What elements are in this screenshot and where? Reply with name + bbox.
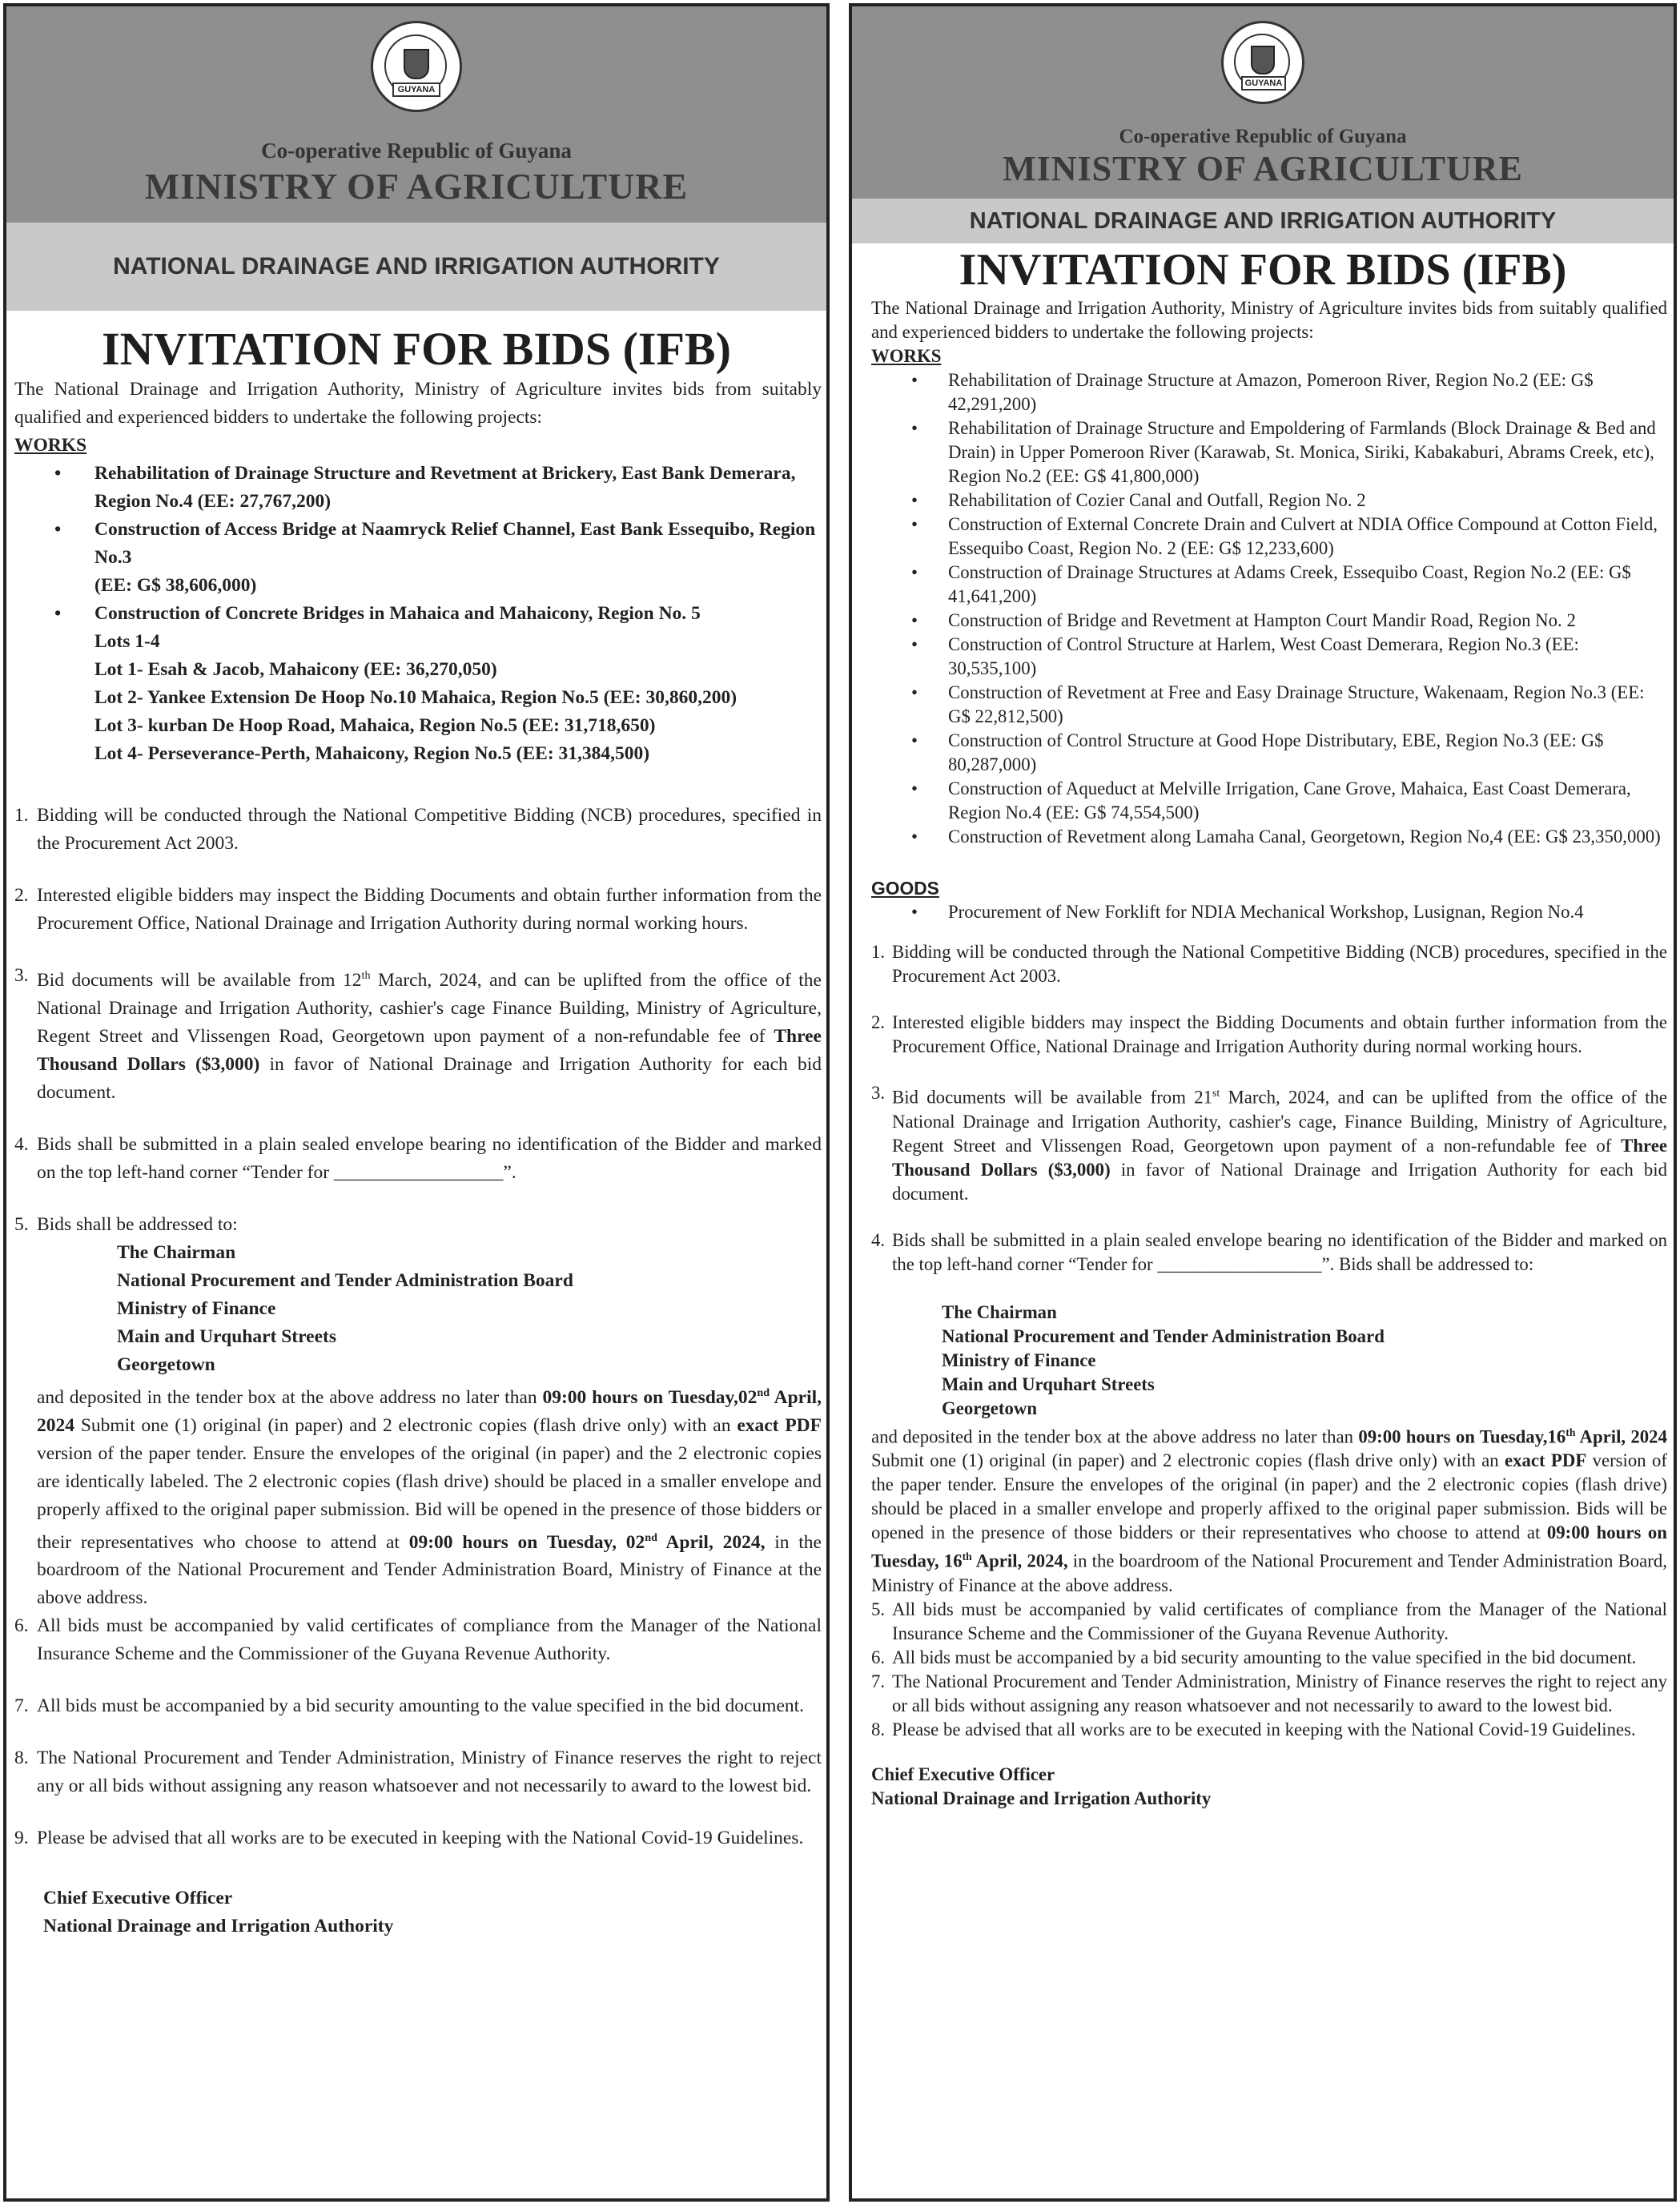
- list-item: • Construction of Concrete Bridges in Mahaica and Mahaicony, Region No. 5 Lots 1-4 Lot 1- Esah & Jacob, Mahaicony (EE: 36,270,050) Lot 2- Yankee Extension De Hoop No.10 Mahaica, Region No.5 (EE: 30,860,200) Lot 3- kurban De Hoop Road, Mahaica, Region No.5 (EE: 31,718,650) Lot 4- Perseverance-Perth, Mahaicony, Region No.5 (EE: 31,384,500): [14, 600, 822, 768]
- left-header-band: [6, 6, 826, 223]
- list-item: • Construction of Bridge and Revetment at Hampton Court Mandir Road, Region No. 2: [871, 609, 1667, 633]
- list-item: • Construction of Revetment at Free and Easy Drainage Structure, Wakenaam, Region No.3 (EE: G$ 22,812,500): [871, 681, 1667, 729]
- list-item: • Construction of Control Structure at Good Hope Distributary, EBE, Region No.3 (EE: G$ 80,287,000): [871, 729, 1667, 777]
- works-list: [14, 460, 822, 768]
- authority-banner: NATIONAL DRAINAGE AND IRRIGATION AUTHORITY: [852, 199, 1674, 243]
- address-block: The Chairman National Procurement and Tender Administration Board Ministry of Finance Main and Urquhart Streets Georgetown: [117, 1241, 573, 1375]
- notice-title: INVITATION FOR BIDS (IFB): [102, 323, 731, 375]
- intro-paragraph: The National Drainage and Irrigation Authority, Ministry of Agriculture invites bids from suitably qualified and experienced bidders to undertake the following projects:: [871, 298, 1667, 342]
- list-item: 4. Bids shall be submitted in a plain sealed envelope bearing no identification of the Bidder and marked on the top left-hand corner “Tender for __________________”.: [14, 1133, 822, 1183]
- list-item: • Rehabilitation of Cozier Canal and Outfall, Region No. 2: [871, 489, 1667, 513]
- ministry-name: MINISTRY OF AGRICULTURE: [1003, 149, 1523, 188]
- list-item: • Construction of Control Structure at Harlem, West Coast Demerara, Region No.3 (EE: 30,535,100): [871, 633, 1667, 681]
- authority-banner: NATIONAL DRAINAGE AND IRRIGATION AUTHORITY: [6, 223, 826, 311]
- list-item: 5. Bids shall be addressed to: The Chairman National Procurement and Tender Administration Board Ministry of Finance Main and Urquhart Streets Georgetown and deposited in the tender box at the above address no later than 09:00 hours on Tuesday,02nd April, 2024 Submit one (1) original (in paper) and 2 electronic copies (flash drive only) with an exact PDF version of the paper tender. Ensure the envelopes of the original (in paper) and the 2 electronic copies are identically labeled. The 2 electronic copies (flash drive) should be placed in a smaller envelope and properly affixed to the original paper submission. Bid will be opened in the presence of those bidders or their representatives who choose to attend at 09:00 hours on Tuesday, 02nd April, 2024, in the boardroom of the National Procurement and Tender Administration Board, Ministry of Finance at the above address.: [14, 1213, 822, 1609]
- lot-item: Lot 4- Perseverance-Perth, Mahaicony, Region No.5 (EE: 31,384,500): [94, 743, 650, 764]
- list-item: 5. All bids must be accompanied by valid certificates of compliance from the Manager of the National Insurance Scheme and the Commissioner of the Guyana Revenue Authority.: [871, 1599, 1667, 1643]
- list-item: 2. Interested eligible bidders may inspect the Bidding Documents and obtain further information from the Procurement Office, National Drainage and Irrigation Authority during normal working hours.: [871, 1012, 1667, 1056]
- list-item: 6. All bids must be accompanied by valid certificates of compliance from the Manager of the National Insurance Scheme and the Commissioner of the Guyana Revenue Authority.: [14, 1615, 822, 1665]
- works-heading: WORKS: [871, 346, 942, 366]
- list-item: • Construction of Revetment along Lamaha Canal, Georgetown, Region No,4 (EE: G$ 23,350,000): [871, 825, 1667, 849]
- republic-name: Co-operative Republic of Guyana: [1119, 126, 1407, 147]
- list-item: • Construction of External Concrete Drain and Culvert at NDIA Office Compound at Cotton Field, Essequibo Coast, Region No. 2 (EE: G$ 12,233,600): [871, 513, 1667, 561]
- signature-block: Chief Executive Officer National Drainage and Irrigation Authority: [871, 1764, 1212, 1808]
- list-item: • Construction of Drainage Structures at Adams Creek, Essequibo Coast, Region No.2 (EE: G$ 41,641,200): [871, 561, 1667, 609]
- seal-ribbon: GUYANA: [1241, 76, 1286, 90]
- left-notice: [3, 3, 830, 2202]
- list-item: 3. Bid documents will be available from 21st March, 2024, and can be uplifted from the office of the National Drainage and Irrigation Authority, cashier's cage, Finance Building, Ministry of Agriculture, Regent Street and Vlissengen Road, Georgetown upon payment of a non-refundable fee of Three Thousand Dollars ($3,000) in favor of National Drainage and Irrigation Authority for each bid document.: [871, 1083, 1667, 1204]
- left-body: [6, 376, 826, 1941]
- address-block: The Chairman National Procurement and Tender Administration Board Ministry of Finance Main and Urquhart Streets Georgetown: [942, 1301, 1385, 1418]
- coat-of-arms-seal-icon: [371, 21, 462, 112]
- works-heading: WORKS: [14, 435, 87, 456]
- list-item: • Rehabilitation of Drainage Structure and Revetment at Brickery, East Bank Demerara, Region No.4 (EE: 27,767,200): [14, 460, 822, 516]
- list-item: • Construction of Access Bridge at Naamryck Relief Channel, East Bank Essequibo, Region No.3 (EE: G$ 38,606,000): [14, 516, 822, 600]
- notice-title: INVITATION FOR BIDS (IFB): [959, 245, 1567, 295]
- list-item: • Construction of Aqueduct at Melville Irrigation, Cane Grove, Mahaica, East Coast Demerara, Region No.4 (EE: G$ 74,554,500): [871, 777, 1667, 825]
- lot-item: Lot 1- Esah & Jacob, Mahaicony (EE: 36,270,050): [94, 659, 497, 680]
- list-item: 6. All bids must be accompanied by a bid security amounting to the value specified in the bid document.: [871, 1647, 1637, 1667]
- list-item: • Rehabilitation of Drainage Structure at Amazon, Pomeroon River, Region No.2 (EE: G$ 42,291,200): [871, 368, 1667, 416]
- works-list: [871, 368, 1667, 849]
- conditions-list: [871, 940, 1667, 1742]
- list-item: 2. Interested eligible bidders may inspect the Bidding Documents and obtain further information from the Procurement Office, National Drainage and Irrigation Authority during normal working hours.: [14, 885, 822, 934]
- list-item: 7. The National Procurement and Tender Administration, Ministry of Finance reserves the right to reject any or all bids without assigning any reason whatsoever and not necessarily to award to the lowest bid.: [871, 1671, 1667, 1715]
- coat-of-arms-seal-icon: [1221, 21, 1304, 104]
- seal-ribbon: GUYANA: [392, 82, 440, 97]
- ministry-name: MINISTRY OF AGRICULTURE: [144, 166, 689, 207]
- list-item: 9. Please be advised that all works are to be executed in keeping with the National Covid-19 Guidelines.: [14, 1828, 804, 1849]
- conditions-list: [14, 802, 822, 1852]
- lots-heading: Lots 1-4: [94, 631, 160, 652]
- goods-heading: GOODS: [871, 878, 939, 899]
- list-item: 7. All bids must be accompanied by a bid security amounting to the value specified in the bid document.: [14, 1695, 805, 1717]
- lot-item: Lot 2- Yankee Extension De Hoop No.10 Mahaica, Region No.5 (EE: 30,860,200): [94, 687, 738, 708]
- goods-list: [871, 900, 1667, 924]
- intro-paragraph: The National Drainage and Irrigation Authority, Ministry of Agriculture invites bids from suitably qualified and experienced bidders to undertake the following projects:: [14, 379, 822, 428]
- list-item: 3. Bid documents will be available from 12th March, 2024, and can be uplifted from the office of the National Drainage and Irrigation Authority, cashier's cage Finance Building, Ministry of Agriculture, Regent Street and Vlissengen Road, Georgetown upon payment of a non-refundable fee of Three Thousand Dollars ($3,000) in favor of National Drainage and Irrigation Authority for each bid document.: [14, 965, 822, 1103]
- signature-block: Chief Executive Officer National Drainage and Irrigation Authority: [43, 1888, 394, 1937]
- list-item: 1. Bidding will be conducted through the National Competitive Bidding (NCB) procedures, specified in the Procurement Act 2003.: [871, 942, 1667, 986]
- list-item: 1. Bidding will be conducted through the National Competitive Bidding (NCB) procedures, specified in the Procurement Act 2003.: [14, 805, 822, 854]
- list-item: • Rehabilitation of Drainage Structure and Empoldering of Farmlands (Block Drainage & Bed and Drain) in Upper Pomeroon River (Karawab, St. Monica, Siriki, Kabakaburi, Abrams Creek, etc), Region No.2 (EE: G$ 41,800,000): [871, 416, 1667, 489]
- right-body: [852, 296, 1674, 1811]
- republic-name: Co-operative Republic of Guyana: [261, 139, 572, 163]
- list-item: • Procurement of New Forklift for NDIA Mechanical Workshop, Lusignan, Region No.4: [871, 900, 1667, 924]
- list-item: 8. Please be advised that all works are to be executed in keeping with the National Covid-19 Guidelines.: [871, 1719, 1636, 1739]
- lot-item: Lot 3- kurban De Hoop Road, Mahaica, Region No.5 (EE: 31,718,650): [94, 715, 656, 736]
- right-header-band: [852, 6, 1674, 199]
- list-item: 8. The National Procurement and Tender Administration, Ministry of Finance reserves the right to reject any or all bids without assigning any reason whatsoever and not necessarily to award to the lowest bid.: [14, 1747, 822, 1797]
- right-notice: [849, 3, 1677, 2202]
- list-item: 4. Bids shall be submitted in a plain sealed envelope bearing no identification of the Bidder and marked on the top left-hand corner “Tender for __________________”. Bids shall be addressed to: The Chairman National Procurement and Tender Administration Board Ministry of Finance Main and Urquhart Streets Georgetown and deposited in the tender box at the above address no later than 09:00 hours on Tuesday,16th April, 2024 Submit one (1) original (in paper) and 2 electronic copies (flash drive only) with an exact PDF version of the paper tender. Ensure the envelopes of the original (in paper) and the 2 electronic copies (flash drive) should be placed in a smaller envelope and properly affixed to the original paper submission. Bids will be opened in the presence of those bidders or their representatives who choose to attend at 09:00 hours on Tuesday, 16th April, 2024, in the boardroom of the National Procurement and Tender Administration Board, Ministry of Finance at the above address.: [871, 1229, 1667, 1595]
